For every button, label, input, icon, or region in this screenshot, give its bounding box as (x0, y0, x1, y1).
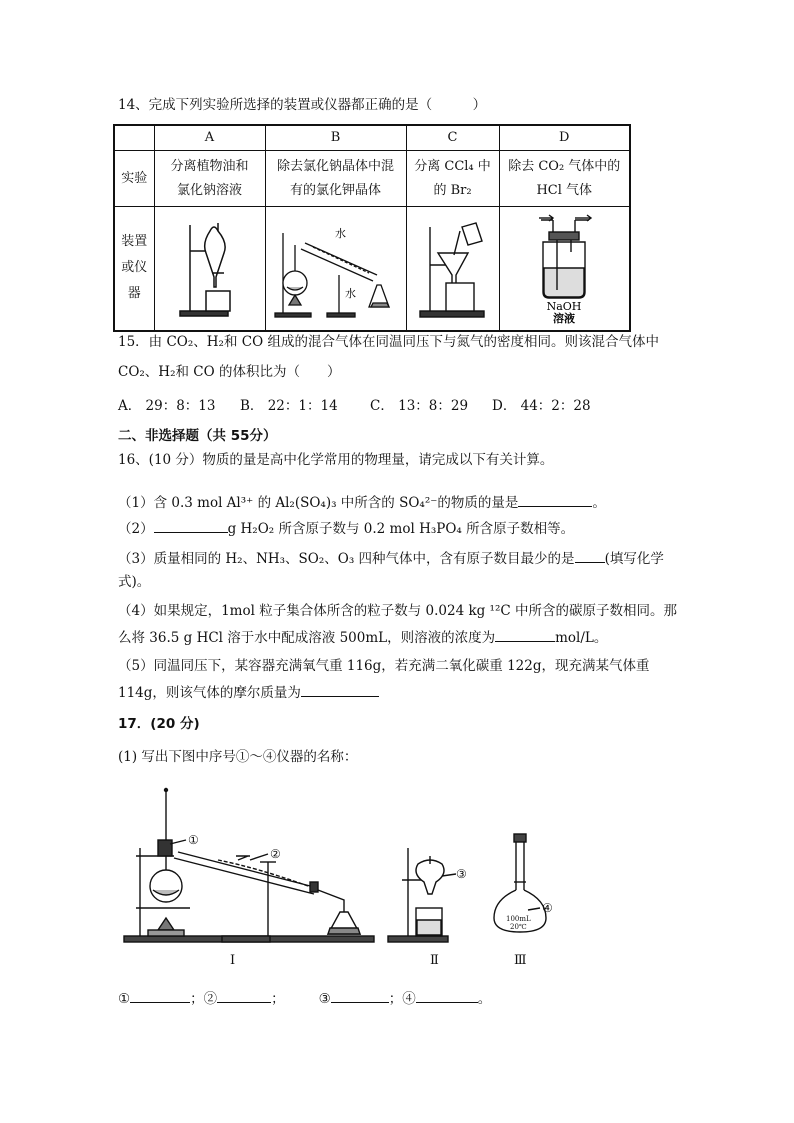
answer-blank-2[interactable] (154, 518, 228, 533)
q16-part2: （2） g H₂O₂ 所含原子数与 0.2 mol H₃PO₄ 所含原子数相等。 (118, 518, 574, 539)
apparatus-b (265, 207, 406, 331)
q16-stem: 16、(10 分）物质的量是高中化学常用的物理量，请完成以下有关计算。 (118, 452, 554, 468)
answer-blank-4[interactable] (495, 627, 555, 642)
q15-option-a: A． 29：8：13 (118, 398, 216, 414)
q16-part5-line1: （5）同温同压下，某容器充满氧气重 116g，若充满二氧化碳重 122g，现充满某气体重 (118, 658, 650, 674)
apparatus-c (406, 207, 499, 331)
naoh-label: NaOH (546, 300, 582, 314)
q16-part3-cont: 式)。 (118, 574, 151, 590)
q16-part5-line2: 114g，则该气体的摩尔质量为 (118, 682, 379, 703)
q15-option-b: B． 22：1：14 (240, 398, 338, 414)
col-a-header: A (154, 125, 265, 151)
distillation-apparatus-image (269, 213, 403, 323)
q17-part1: (1) 写出下图中序号①～④仪器的名称： (118, 749, 358, 765)
section-2-title: 二、非选择题（共 55分） (118, 428, 277, 444)
q16-part1: （1）含 0.3 mol Al³⁺ 的 Al₂(SO₄)₃ 中所含的 SO₄²⁻的物质的量是 。 (118, 492, 606, 513)
col-c-header: C (406, 125, 499, 151)
q16-part3: （3）质量相同的 H₂、NH₃、SO₂、O₃ 四种气体中，含有原子数目最少的是 (填写化学 (118, 548, 664, 569)
q14-stem: 14、完成下列实验所选择的装置或仪器都正确的是（ ） (118, 97, 487, 113)
answer-blank-1[interactable] (518, 492, 592, 507)
answer-blank-3[interactable] (575, 548, 605, 563)
row-experiment-label: 实验 (114, 151, 154, 207)
marker-3: ③ (456, 867, 467, 881)
q15-option-c: C． 13：8：29 (370, 398, 469, 414)
marker-4: ④ (542, 901, 553, 915)
experiment-b: 除去氯化钠晶体中混 有的氯化钾晶体 (265, 151, 406, 207)
q15-option-d: D． 44：2：28 (492, 398, 591, 414)
q14-table (113, 124, 631, 332)
water-outlet-label: 水 (344, 287, 356, 301)
q17-title: 17．(20 分) (118, 716, 200, 732)
flask-volume-label: 100mL (506, 915, 531, 923)
answer-blank-5[interactable] (301, 682, 379, 697)
apparatus-a (154, 207, 265, 331)
separatory-funnel-image (160, 213, 260, 323)
answer-blank-q17-1[interactable] (130, 988, 190, 1003)
q16-part4-line1: （4）如果规定，1mol 粒子集合体所含的粒子数与 0.024 kg ¹²C 中所含的碳原子数相同。那 (118, 603, 678, 619)
col-b-header: B (265, 125, 406, 151)
answer-blank-q17-2[interactable] (217, 988, 271, 1003)
experiment-c: 分离 CCl₄ 中 的 Br₂ (406, 151, 499, 207)
filtration-apparatus-image (408, 213, 498, 323)
label-i: Ⅰ (230, 953, 236, 968)
gas-washing-bottle-image (509, 212, 619, 324)
water-inlet-label: 水 (334, 227, 346, 241)
q16-part4-line2: 么将 36.5 g HCl 溶于水中配成溶液 500mL，则溶液的浓度为 mol/L。 (118, 627, 607, 648)
q15-line2: CO₂、H₂和 CO 的体积比为（ ） (118, 364, 341, 380)
col-d-header: D (499, 125, 630, 151)
row-apparatus-label: 装置 或仪 器 (114, 207, 154, 331)
answer-blank-q17-3[interactable] (331, 988, 389, 1003)
label-iii: Ⅲ (514, 953, 527, 968)
header-empty (114, 125, 154, 151)
experiment-a: 分离植物油和 氯化钠溶液 (154, 151, 265, 207)
flask-temp-label: 20℃ (510, 923, 527, 931)
marker-1: ① (188, 833, 199, 847)
marker-2: ② (270, 847, 281, 861)
q15-line1: 15．由 CO₂、H₂和 CO 组成的混合气体在同温同压下与氮气的密度相同。则该混合气体中 (118, 334, 659, 350)
q17-apparatus-figure (118, 786, 558, 976)
answer-blank-q17-4[interactable] (416, 988, 478, 1003)
solution-label: 溶液 (553, 312, 576, 325)
apparatus-d (499, 207, 630, 331)
experiment-d: 除去 CO₂ 气体中的 HCl 气体 (499, 151, 630, 207)
label-ii: Ⅱ (430, 953, 439, 968)
q17-answer-line: ① ；② ； ③ ；④ 。 (118, 988, 491, 1009)
